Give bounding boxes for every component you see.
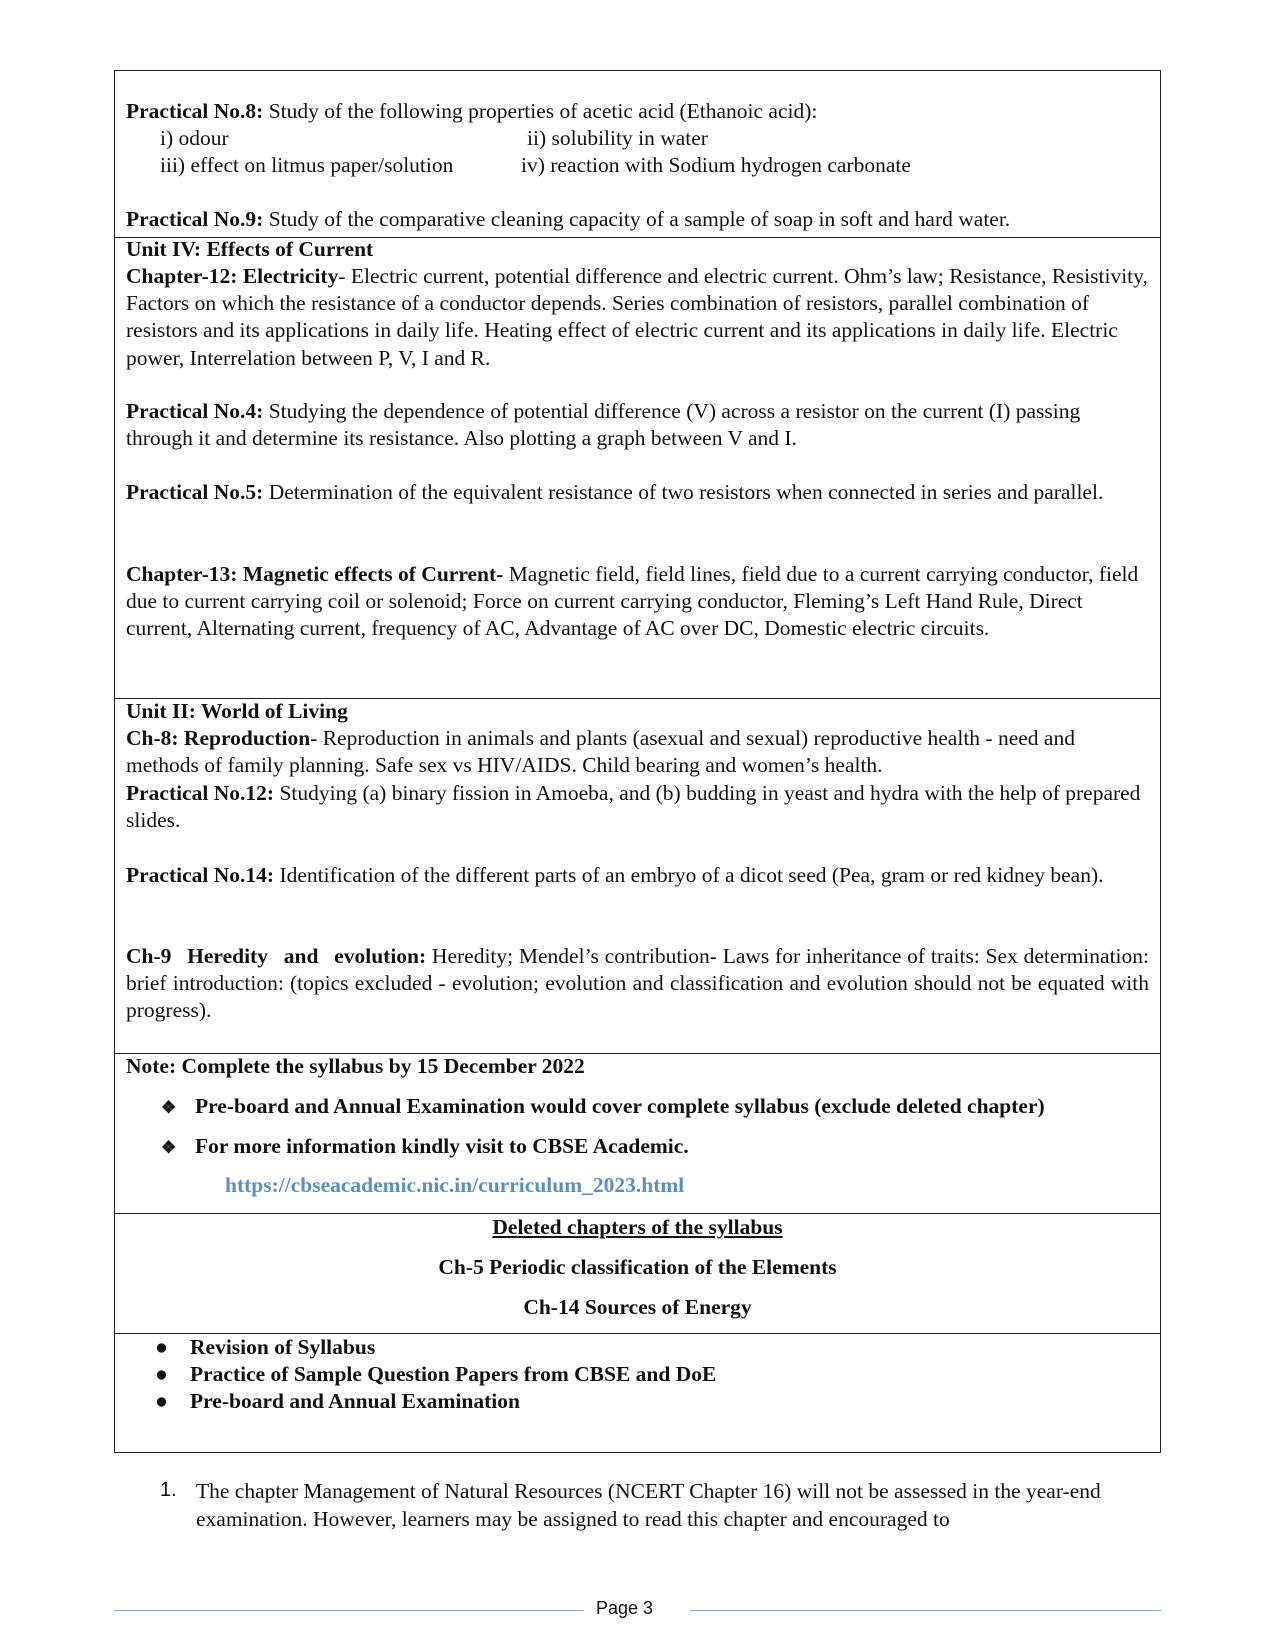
bullet-dot-icon: ● [155, 1362, 168, 1386]
practical-8-item-4: iv) reaction with Sodium hydrogen carbonate [521, 153, 911, 177]
practical-5-text: Determination of the equivalent resistance of two resistors when connected in series and parallel. [263, 480, 1104, 504]
revision-item-1 [155, 1334, 375, 1361]
chapter-8-text: - Reproduction in animals and plants (asexual and sexual) reproductive health - need and methods of family planning. Safe sex vs HIV/AIDS. Child bearing and women’s health. [126, 726, 1075, 778]
practical-8-item-3: iii) effect on litmus paper/solution [160, 153, 454, 177]
footnote-text: The chapter Management of Natural Resources (NCERT Chapter 16) will not be assessed in the year-end examination. However, learners may be assigned to read this chapter and encouraged to [196, 1479, 1101, 1531]
bullet-dot-icon: ● [155, 1389, 168, 1413]
chapter-13-text: Magnetic field, field lines, field due to a current carrying conductor, field due to current carrying coil or solenoid; Force on current carrying conductor, Fleming’s Left Hand Rule, Direct current, Alternating current, frequency of AC, Advantage of AC over DC, Domestic electric circuits. [126, 562, 1139, 641]
chapter-9-text: Heredity; Mendel’s contribution- Laws for inheritance of traits: Sex determination: brief introduction: (topics excluded - evolution; evolution and classification and evolution should not be equated with progress). [126, 944, 1149, 1023]
practical-9-label: Practical No.9: [126, 207, 264, 231]
practical-4-text: Studying the dependence of potential difference (V) across a resistor on the current (I) passing through it and determine its resistance. Also plotting a graph between V and I. [126, 399, 1081, 451]
practical-14-text: Identification of the different parts of an embryo of a dicot seed (Pea, gram or red kidney bean). [274, 863, 1104, 887]
chapter-12 [126, 263, 1149, 372]
practical-4 [126, 398, 1149, 452]
revision-item-2 [155, 1361, 716, 1388]
note-bullet-1-text: Pre-board and Annual Examination would cover complete syllabus (exclude deleted chapter) [195, 1094, 1045, 1118]
chapter-12-label: Chapter-12: Electricity [126, 264, 339, 288]
revision-item-3 [155, 1388, 520, 1415]
chapter-12-text: - Electric current, potential difference and electric current. Ohm’s law; Resistance, Resistivity, Factors on which the resistance of a conductor depends. Series combination of resistors, parallel combination of resistors and its applications in daily life. Heating effect of electric current and its applications in daily life. Electric power, Interrelation between P, V, I and R. [126, 264, 1148, 370]
chapter-8-label: Ch-8: Reproduction [126, 726, 311, 750]
footer-rule-right [690, 1610, 1161, 1611]
chapter-9 [126, 943, 1149, 1025]
practical-9 [126, 206, 1010, 233]
unit-4-title-text: Unit IV: Effects of Current [126, 237, 374, 261]
cbse-academic-link[interactable]: https://cbseacademic.nic.in/curriculum_2023.html [225, 1173, 685, 1197]
practical-12-text: Studying (a) binary fission in Amoeba, and (b) budding in yeast and hydra with the help of prepared slides. [126, 781, 1141, 833]
practical-12-label: Practical No.12: [126, 781, 275, 805]
practical-14-label: Practical No.14: [126, 863, 275, 887]
note-bullet-2 [161, 1133, 689, 1161]
practical-14 [126, 862, 1149, 889]
bullet-dot-icon: ● [155, 1335, 168, 1359]
practical-12 [126, 780, 1149, 834]
practical-8-item-2: ii) solubility in water [527, 126, 708, 150]
practical-8-text: Study of the following properties of acetic acid (Ethanoic acid): [263, 99, 818, 123]
practical-4-label: Practical No.4: [126, 399, 264, 423]
revision-item-1-text: Revision of Syllabus [190, 1335, 376, 1359]
practical-9-text: Study of the comparative cleaning capacity of a sample of soap in soft and hard water. [263, 207, 1011, 231]
practical-5-label: Practical No.5: [126, 480, 264, 504]
unit-2-title-text: Unit II: World of Living [126, 699, 348, 723]
footnote-number: 1. [160, 1479, 177, 1501]
unit-4-title [126, 236, 373, 263]
chapter-9-label: Ch-9 Heredity and evolution: [126, 944, 427, 968]
note-bullet-2-text: For more information kindly visit to CBSE Academic. [195, 1134, 689, 1158]
diamond-bullet-icon: ❖ [161, 1098, 177, 1117]
practical-8-label: Practical No.8: [126, 99, 264, 123]
practical-8 [126, 98, 817, 125]
chapter-8 [126, 725, 1149, 779]
note-title-text: Note: Complete the syllabus by 15 December 2022 [126, 1054, 585, 1078]
practical-5 [126, 479, 1149, 506]
deleted-chapter-1: Ch-5 Periodic classification of the Elements [438, 1255, 837, 1279]
chapter-13-label: Chapter-13: Magnetic effects of Current- [126, 562, 504, 586]
revision-item-2-text: Practice of Sample Question Papers from CBSE and DoE [190, 1362, 717, 1386]
deleted-heading: Deleted chapters of the syllabus [492, 1215, 783, 1239]
deleted-chapter-2: Ch-14 Sources of Energy [523, 1295, 752, 1319]
page-number: Page 3 [596, 1598, 654, 1618]
footer-rule-left [114, 1610, 584, 1611]
unit-2-title [126, 698, 348, 725]
diamond-bullet-icon: ❖ [161, 1138, 177, 1157]
note-title [126, 1053, 585, 1080]
revision-item-3-text: Pre-board and Annual Examination [190, 1389, 520, 1413]
practical-8-item-1: i) odour [160, 126, 229, 150]
syllabus-table [114, 70, 1161, 1453]
note-bullet-1 [161, 1093, 1045, 1121]
chapter-13 [126, 561, 1149, 643]
